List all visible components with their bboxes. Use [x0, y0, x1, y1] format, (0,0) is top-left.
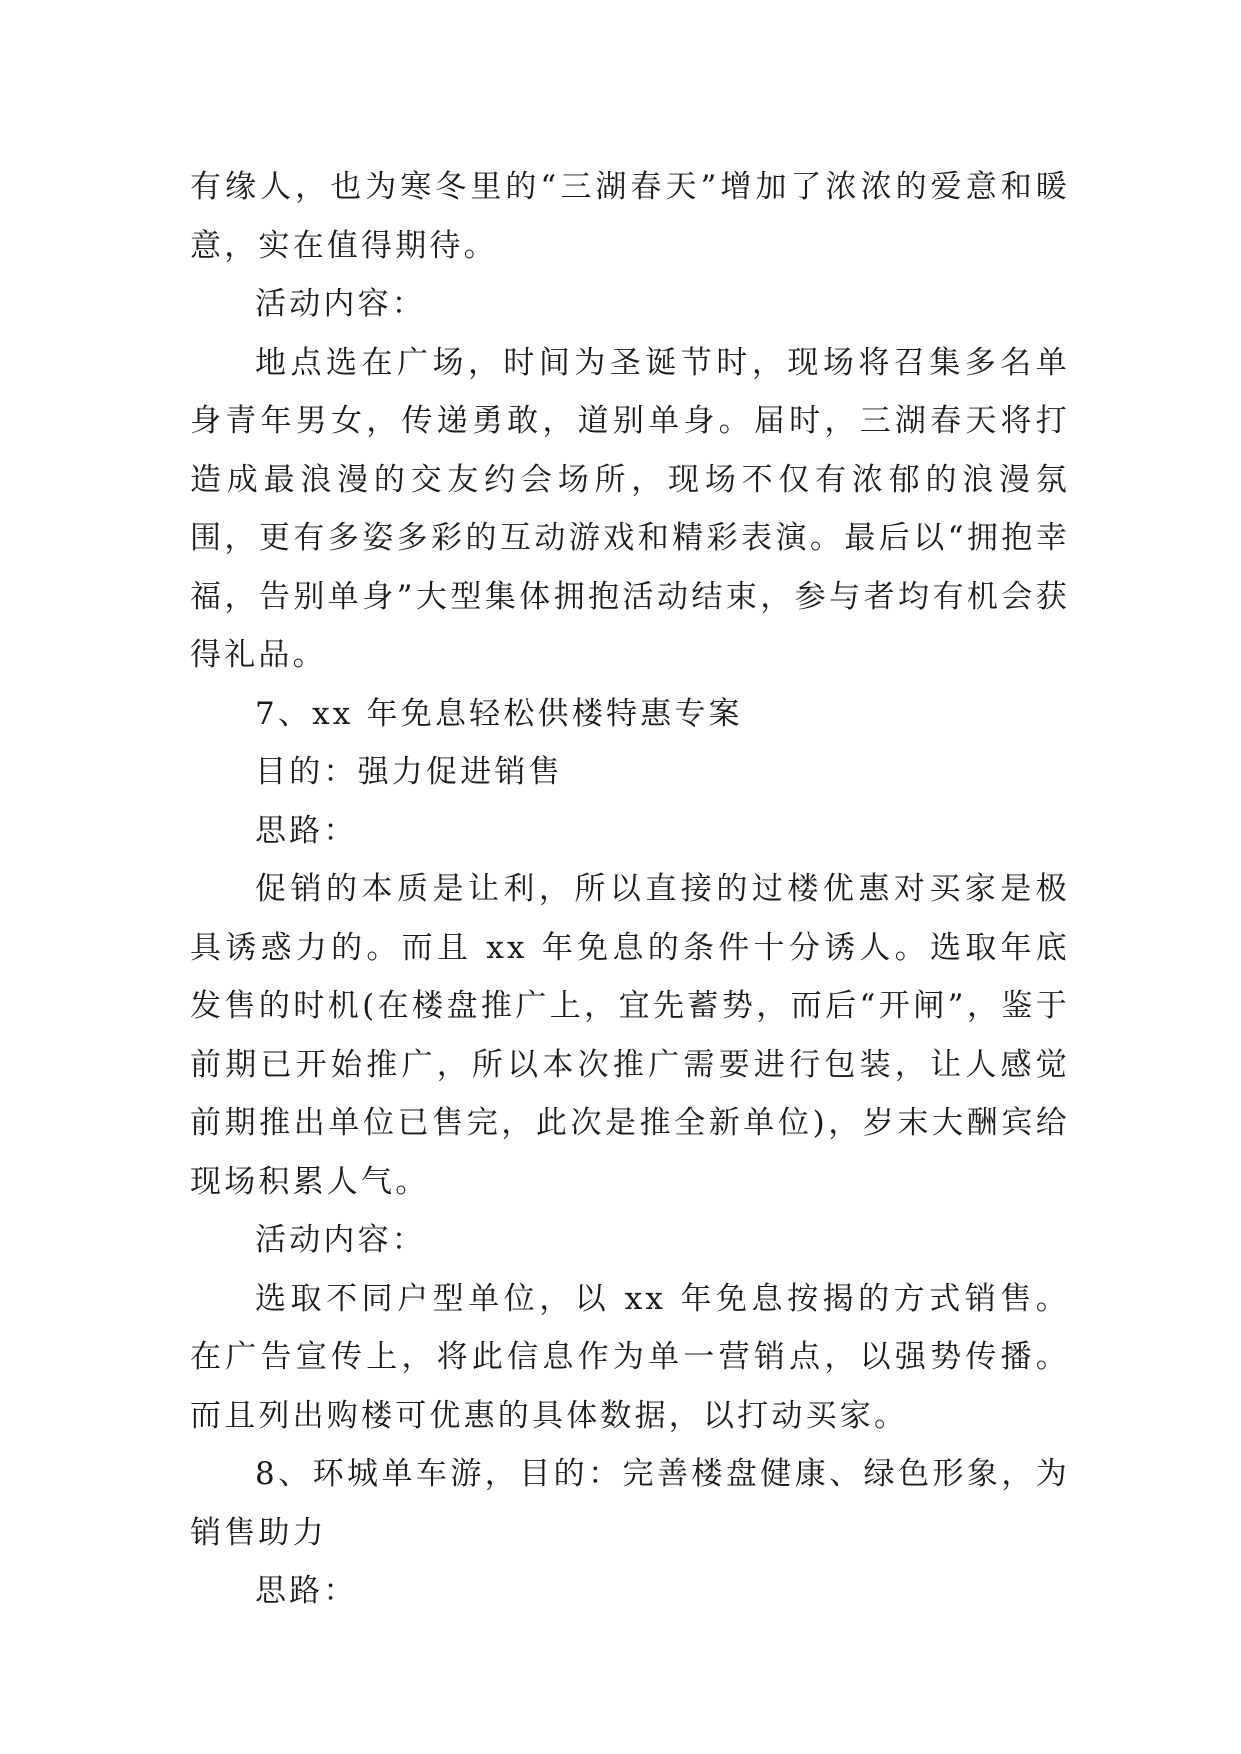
paragraph-6: 思路： — [255, 812, 358, 849]
paragraph-1: 有缘人，也为寒冬里的“三湖春天”增加了浓浓的爱意和暖意，实在值得期待。 — [190, 169, 1070, 264]
paragraph-9: 选取不同户型单位，以 xx 年免息按揭的方式销售。在广告宣传上，将此信息作为单一营销点，以强势传播。而且列出购楼可优惠的具体数据，以打动买家。 — [190, 1280, 1070, 1434]
paragraph-11: 思路： — [255, 1573, 358, 1609]
document-body — [190, 158, 1070, 1621]
paragraph-3: 地点选在广场，时间为圣诞节时，现场将召集多名单身青年男女，传递勇敢，道别单身。届时，三湖春天将打造成最浪漫的交友约会场所，现场不仅有浓郁的浪漫氛围，更有多姿多彩的互动游戏和精彩表演。最后以“拥抱幸福，告别单身”大型集体拥抱活动结束，参与者均有机会获得礼品。 — [190, 344, 1070, 673]
paragraph-5: 目的：强力促进销售 — [255, 754, 563, 790]
paragraph-7: 促销的本质是让利，所以直接的过楼优惠对买家是极具诱惑力的。而且 xx 年免息的条件十分诱人。选取年底发售的时机(在楼盘推广上，宜先蓄势，而后“开闸”，鉴于前期已开始推广，所以本次推广需要进行包装，让人感觉前期推出单位已售完，此次是推全新单位)，岁末大酬宾给现场积累人气。 — [190, 871, 1070, 1200]
paragraph-2: 活动内容： — [255, 286, 426, 322]
paragraph-10-heading: 8、环城单车游，目的：完善楼盘健康、绿色形象，为销售助力 — [190, 1456, 1070, 1551]
paragraph-4-heading: 7、xx 年免息轻松供楼特惠专案 — [255, 695, 743, 732]
paragraph-8: 活动内容： — [255, 1222, 426, 1258]
